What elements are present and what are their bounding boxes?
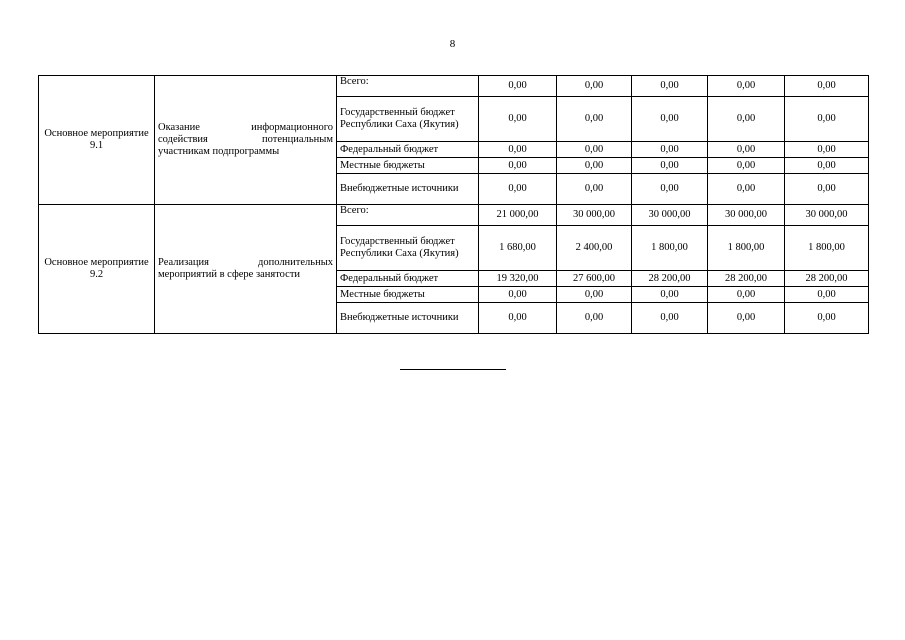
source-cell: Государственный бюджет Республики Саха (Якутия)	[337, 226, 479, 271]
source-cell: Государственный бюджет Республики Саха (Якутия)	[337, 97, 479, 142]
value-cell: 28 200,00	[632, 271, 708, 287]
value-cell: 0,00	[708, 158, 785, 174]
value-cell: 0,00	[557, 97, 632, 142]
value-cell: 1 800,00	[785, 226, 869, 271]
value-cell: 2 400,00	[557, 226, 632, 271]
value-cell: 0,00	[785, 303, 869, 334]
value-cell: 28 200,00	[708, 271, 785, 287]
value-cell: 19 320,00	[479, 271, 557, 287]
value-cell: 0,00	[785, 76, 869, 97]
source-cell: Местные бюджеты	[337, 158, 479, 174]
value-cell: 27 600,00	[557, 271, 632, 287]
value-cell: 0,00	[708, 174, 785, 205]
description-cell: Реализация дополнительных мероприятий в сфере занятости	[155, 205, 337, 334]
value-cell: 30 000,00	[557, 205, 632, 226]
value-cell: 0,00	[479, 142, 557, 158]
value-cell: 0,00	[708, 287, 785, 303]
value-cell: 30 000,00	[708, 205, 785, 226]
source-cell: Всего:	[337, 205, 479, 226]
value-cell: 0,00	[632, 97, 708, 142]
value-cell: 0,00	[479, 158, 557, 174]
value-cell: 0,00	[708, 76, 785, 97]
value-cell: 0,00	[557, 142, 632, 158]
source-cell: Внебюджетные источники	[337, 303, 479, 334]
value-cell: 30 000,00	[632, 205, 708, 226]
value-cell: 0,00	[632, 287, 708, 303]
value-cell: 0,00	[632, 76, 708, 97]
table-row	[39, 76, 869, 97]
value-cell: 21 000,00	[479, 205, 557, 226]
value-cell: 0,00	[785, 142, 869, 158]
source-cell: Внебюджетные источники	[337, 174, 479, 205]
measure-cell: Основное мероприятие 9.2	[39, 205, 155, 334]
footer-rule	[400, 369, 506, 370]
value-cell: 0,00	[557, 303, 632, 334]
value-cell: 30 000,00	[785, 205, 869, 226]
value-cell: 0,00	[708, 97, 785, 142]
budget-table	[38, 75, 869, 334]
value-cell: 0,00	[785, 97, 869, 142]
value-cell: 0,00	[479, 287, 557, 303]
value-cell: 0,00	[479, 76, 557, 97]
value-cell: 0,00	[632, 158, 708, 174]
value-cell: 0,00	[557, 174, 632, 205]
value-cell: 28 200,00	[785, 271, 869, 287]
source-cell: Местные бюджеты	[337, 287, 479, 303]
value-cell: 0,00	[557, 287, 632, 303]
value-cell: 0,00	[632, 174, 708, 205]
value-cell: 1 800,00	[632, 226, 708, 271]
value-cell: 1 680,00	[479, 226, 557, 271]
value-cell: 0,00	[708, 142, 785, 158]
value-cell: 0,00	[632, 303, 708, 334]
value-cell: 0,00	[785, 174, 869, 205]
value-cell: 0,00	[557, 158, 632, 174]
value-cell: 0,00	[785, 158, 869, 174]
source-cell: Федеральный бюджет	[337, 142, 479, 158]
table-row	[39, 205, 869, 226]
description-cell: Оказание информационного содействия потенциальным участникам подпрограммы	[155, 76, 337, 205]
value-cell: 0,00	[479, 303, 557, 334]
value-cell: 0,00	[708, 303, 785, 334]
page-number: 8	[449, 38, 456, 50]
value-cell: 0,00	[479, 174, 557, 205]
value-cell: 0,00	[632, 142, 708, 158]
source-cell: Всего:	[337, 76, 479, 97]
value-cell: 0,00	[785, 287, 869, 303]
value-cell: 0,00	[479, 97, 557, 142]
value-cell: 1 800,00	[708, 226, 785, 271]
measure-cell: Основное мероприятие 9.1	[39, 76, 155, 205]
source-cell: Федеральный бюджет	[337, 271, 479, 287]
value-cell: 0,00	[557, 76, 632, 97]
